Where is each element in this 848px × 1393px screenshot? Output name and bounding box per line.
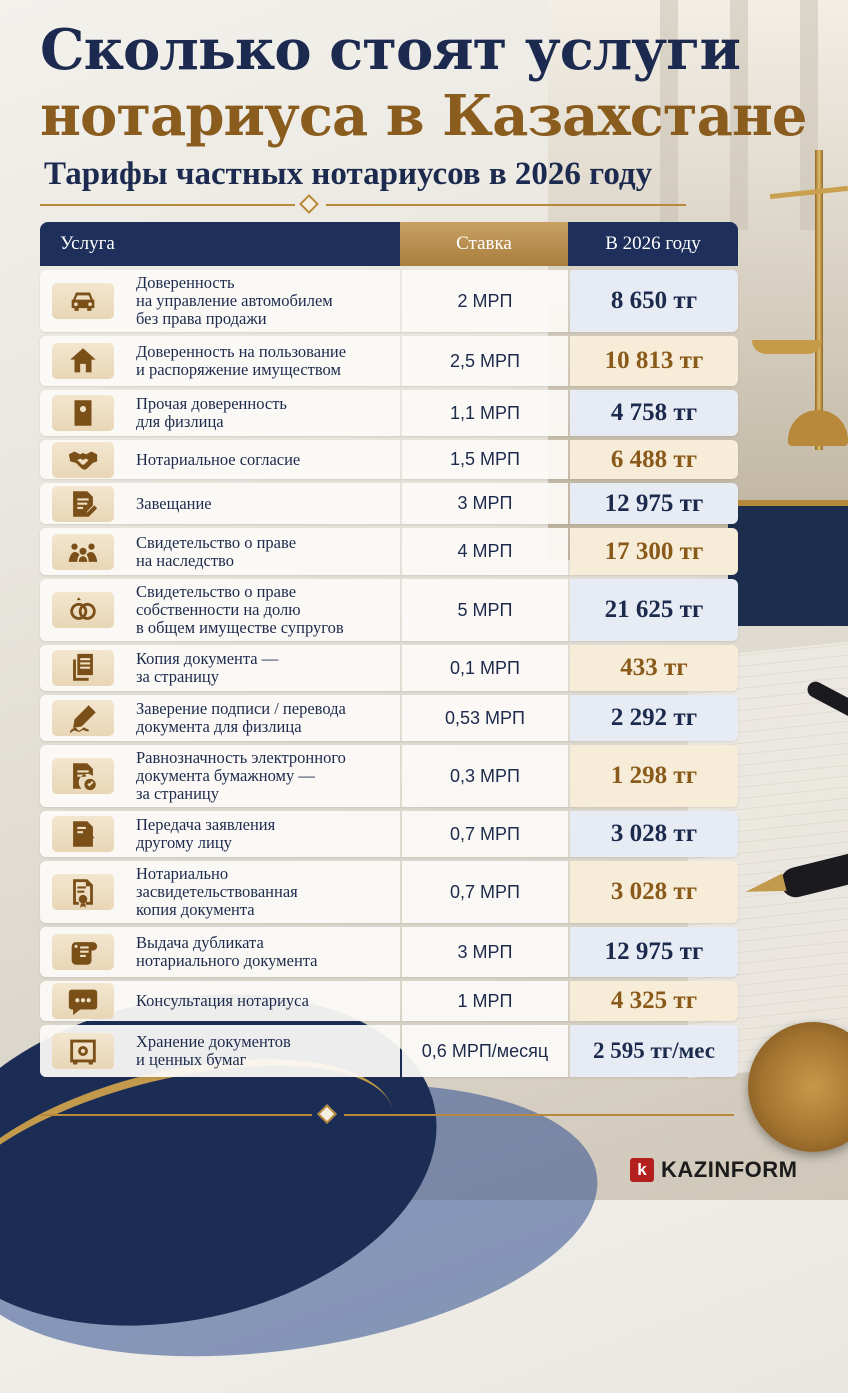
price-cell: 6 488 тг <box>570 440 738 479</box>
service-cell <box>40 861 400 923</box>
rate-cell: 4 МРП <box>402 528 568 575</box>
ornament-divider-right <box>344 1114 734 1116</box>
rate-cell: 1,5 МРП <box>402 440 568 479</box>
service-name <box>126 1029 400 1073</box>
service-name-line: Копия документа — <box>136 649 279 668</box>
table-header <box>40 222 738 266</box>
wedding-rings-icon <box>52 592 114 628</box>
service-name-line: нотариального документа <box>136 951 318 970</box>
table-row <box>40 483 738 524</box>
service-icon-cell <box>40 588 126 632</box>
table-row <box>40 695 738 741</box>
rate-cell: 2,5 МРП <box>402 336 568 386</box>
service-name <box>126 696 400 740</box>
service-name <box>126 988 400 1014</box>
rate-cell: 3 МРП <box>402 483 568 524</box>
service-name-line: Заверение подписи / перевода <box>136 699 346 718</box>
ornament-divider-left <box>40 204 295 206</box>
certified-document-icon <box>52 874 114 910</box>
service-name-line: Доверенность на пользование <box>136 342 347 361</box>
service-icon-cell <box>40 1029 126 1073</box>
rate-cell: 2 МРП <box>402 270 568 332</box>
table-row <box>40 270 738 332</box>
table-row <box>40 981 738 1021</box>
document-forward-icon <box>52 816 114 852</box>
service-cell <box>40 745 400 807</box>
service-cell <box>40 579 400 641</box>
service-name-line: Консультация нотариуса <box>136 991 309 1010</box>
chat-bubble-icon <box>52 983 114 1019</box>
rate-cell: 0,6 МРП/месяц <box>402 1025 568 1077</box>
table-row <box>40 336 738 386</box>
service-icon-cell <box>40 391 126 435</box>
document-copy-icon <box>52 650 114 686</box>
price-cell: 4 758 тг <box>570 390 738 436</box>
service-name-line: и ценных бумаг <box>136 1050 247 1069</box>
price-cell: 4 325 тг <box>570 981 738 1021</box>
service-cell <box>40 336 400 386</box>
service-cell <box>40 927 400 977</box>
service-name-line: для физлица <box>136 412 224 431</box>
price-cell: 1 298 тг <box>570 745 738 807</box>
service-cell <box>40 981 400 1021</box>
table-row <box>40 927 738 977</box>
service-name-line: другому лицу <box>136 833 232 852</box>
price-cell: 10 813 тг <box>570 336 738 386</box>
service-name-line: собственности на долю <box>136 600 301 619</box>
rate-cell: 5 МРП <box>402 579 568 641</box>
service-name <box>126 530 400 574</box>
service-name-line: за страницу <box>136 784 220 803</box>
service-name <box>126 391 400 435</box>
price-cell: 12 975 тг <box>570 483 738 524</box>
service-icon-cell <box>40 754 126 798</box>
service-cell <box>40 390 400 436</box>
service-name-line: засвидетельствованная <box>136 882 298 901</box>
service-name-line: документа для физлица <box>136 717 302 736</box>
rate-cell: 0,1 МРП <box>402 645 568 691</box>
service-icon-cell <box>40 530 126 574</box>
table-row <box>40 440 738 479</box>
safe-icon <box>52 1033 114 1069</box>
table-row <box>40 745 738 807</box>
service-name-line: в общем имуществе супругов <box>136 618 344 637</box>
table-row <box>40 861 738 923</box>
service-name <box>126 447 400 473</box>
service-icon-cell <box>40 646 126 690</box>
service-name-line: Передача заявления <box>136 815 276 834</box>
table-row <box>40 811 738 857</box>
service-name-line: Свидетельство о праве <box>136 582 297 601</box>
column-header-rate: Ставка <box>400 222 568 266</box>
price-cell: 3 028 тг <box>570 861 738 923</box>
ornament-divider-left <box>40 1114 312 1116</box>
signature-pen-icon <box>52 700 114 736</box>
page-subtitle: Тарифы частных нотариусов в 2026 году <box>44 156 653 192</box>
service-name <box>126 579 400 641</box>
ornament-diamond-icon <box>299 194 319 214</box>
service-cell <box>40 440 400 479</box>
service-icon-cell <box>40 440 126 479</box>
service-name <box>126 270 400 332</box>
rate-cell: 1 МРП <box>402 981 568 1021</box>
service-name-line: Хранение документов <box>136 1032 291 1051</box>
service-icon-cell <box>40 812 126 856</box>
price-cell: 17 300 тг <box>570 528 738 575</box>
service-name-line: на управление автомобилем <box>136 291 333 310</box>
service-name <box>126 646 400 690</box>
tariff-table <box>40 222 738 1077</box>
column-header-price: В 2026 году <box>568 222 738 266</box>
column-header-service: Услуга <box>40 222 400 266</box>
service-name-line: Завещание <box>136 493 212 513</box>
price-cell: 12 975 тг <box>570 927 738 977</box>
service-name <box>126 812 400 856</box>
background-book <box>728 500 848 626</box>
service-name <box>126 339 400 383</box>
rate-cell: 3 МРП <box>402 927 568 977</box>
service-name <box>126 745 400 807</box>
service-cell <box>40 270 400 332</box>
car-icon <box>52 283 114 319</box>
service-name-line: документа бумажному — <box>136 766 315 785</box>
service-name <box>126 491 400 517</box>
rate-cell: 0,53 МРП <box>402 695 568 741</box>
rate-cell: 1,1 МРП <box>402 390 568 436</box>
service-icon-cell <box>40 930 126 974</box>
service-name-line: Свидетельство о праве <box>136 532 297 552</box>
table-row <box>40 645 738 691</box>
justice-scales-pan <box>752 340 822 354</box>
price-cell: 8 650 тг <box>570 270 738 332</box>
table-row <box>40 528 738 575</box>
service-cell <box>40 695 400 741</box>
family-icon <box>52 534 114 570</box>
service-name-line: копия документа <box>136 900 255 919</box>
ornament-divider-right <box>326 204 686 206</box>
service-icon-cell <box>40 339 126 383</box>
service-name-line: Доверенность <box>136 273 235 292</box>
rate-cell: 0,7 МРП <box>402 861 568 923</box>
service-icon-cell <box>40 696 126 740</box>
service-name-line: Нотариально <box>136 864 229 883</box>
scroll-icon <box>52 934 114 970</box>
price-cell: 2 292 тг <box>570 695 738 741</box>
page-title-line1: Сколько стоят услуги <box>40 17 740 83</box>
rate-cell: 0,7 МРП <box>402 811 568 857</box>
service-cell <box>40 528 400 575</box>
service-name-line: Выдача дубликата <box>136 933 264 952</box>
service-name-line: Равнозначность электронного <box>136 748 346 767</box>
will-document-icon <box>52 486 114 522</box>
service-name-line: без права продажи <box>136 309 267 328</box>
table-body <box>40 270 738 1077</box>
service-name-line: Прочая доверенность <box>136 394 287 413</box>
page-title-line2: нотариуса в Казахстане <box>40 83 807 149</box>
service-icon-cell <box>40 279 126 323</box>
price-cell: 2 595 тг/мес <box>570 1025 738 1077</box>
table-row <box>40 390 738 436</box>
service-name-line: Нотариальное согласие <box>136 449 301 469</box>
service-name <box>126 930 400 974</box>
price-cell: 21 625 тг <box>570 579 738 641</box>
service-name-line: и распоряжение имуществом <box>136 360 341 379</box>
rate-cell: 0,3 МРП <box>402 745 568 807</box>
kazinform-logo-mark: k <box>630 1158 654 1182</box>
service-name-line: за страницу <box>136 667 220 686</box>
justice-scales-image <box>815 150 823 450</box>
service-name-line: на наследство <box>136 550 234 570</box>
service-cell <box>40 483 400 524</box>
price-cell: 433 тг <box>570 645 738 691</box>
service-name <box>126 861 400 923</box>
price-cell: 3 028 тг <box>570 811 738 857</box>
service-cell <box>40 811 400 857</box>
kazinform-logo <box>630 1157 797 1183</box>
table-row <box>40 579 738 641</box>
house-icon <box>52 343 114 379</box>
service-cell <box>40 1025 400 1077</box>
handshake-icon <box>52 442 114 478</box>
service-icon-cell <box>40 870 126 914</box>
document-check-icon <box>52 758 114 794</box>
service-icon-cell <box>40 483 126 524</box>
table-row <box>40 1025 738 1077</box>
id-card-icon <box>52 395 114 431</box>
service-icon-cell <box>40 981 126 1021</box>
kazinform-logo-text: KAZINFORM <box>661 1157 798 1182</box>
service-cell <box>40 645 400 691</box>
